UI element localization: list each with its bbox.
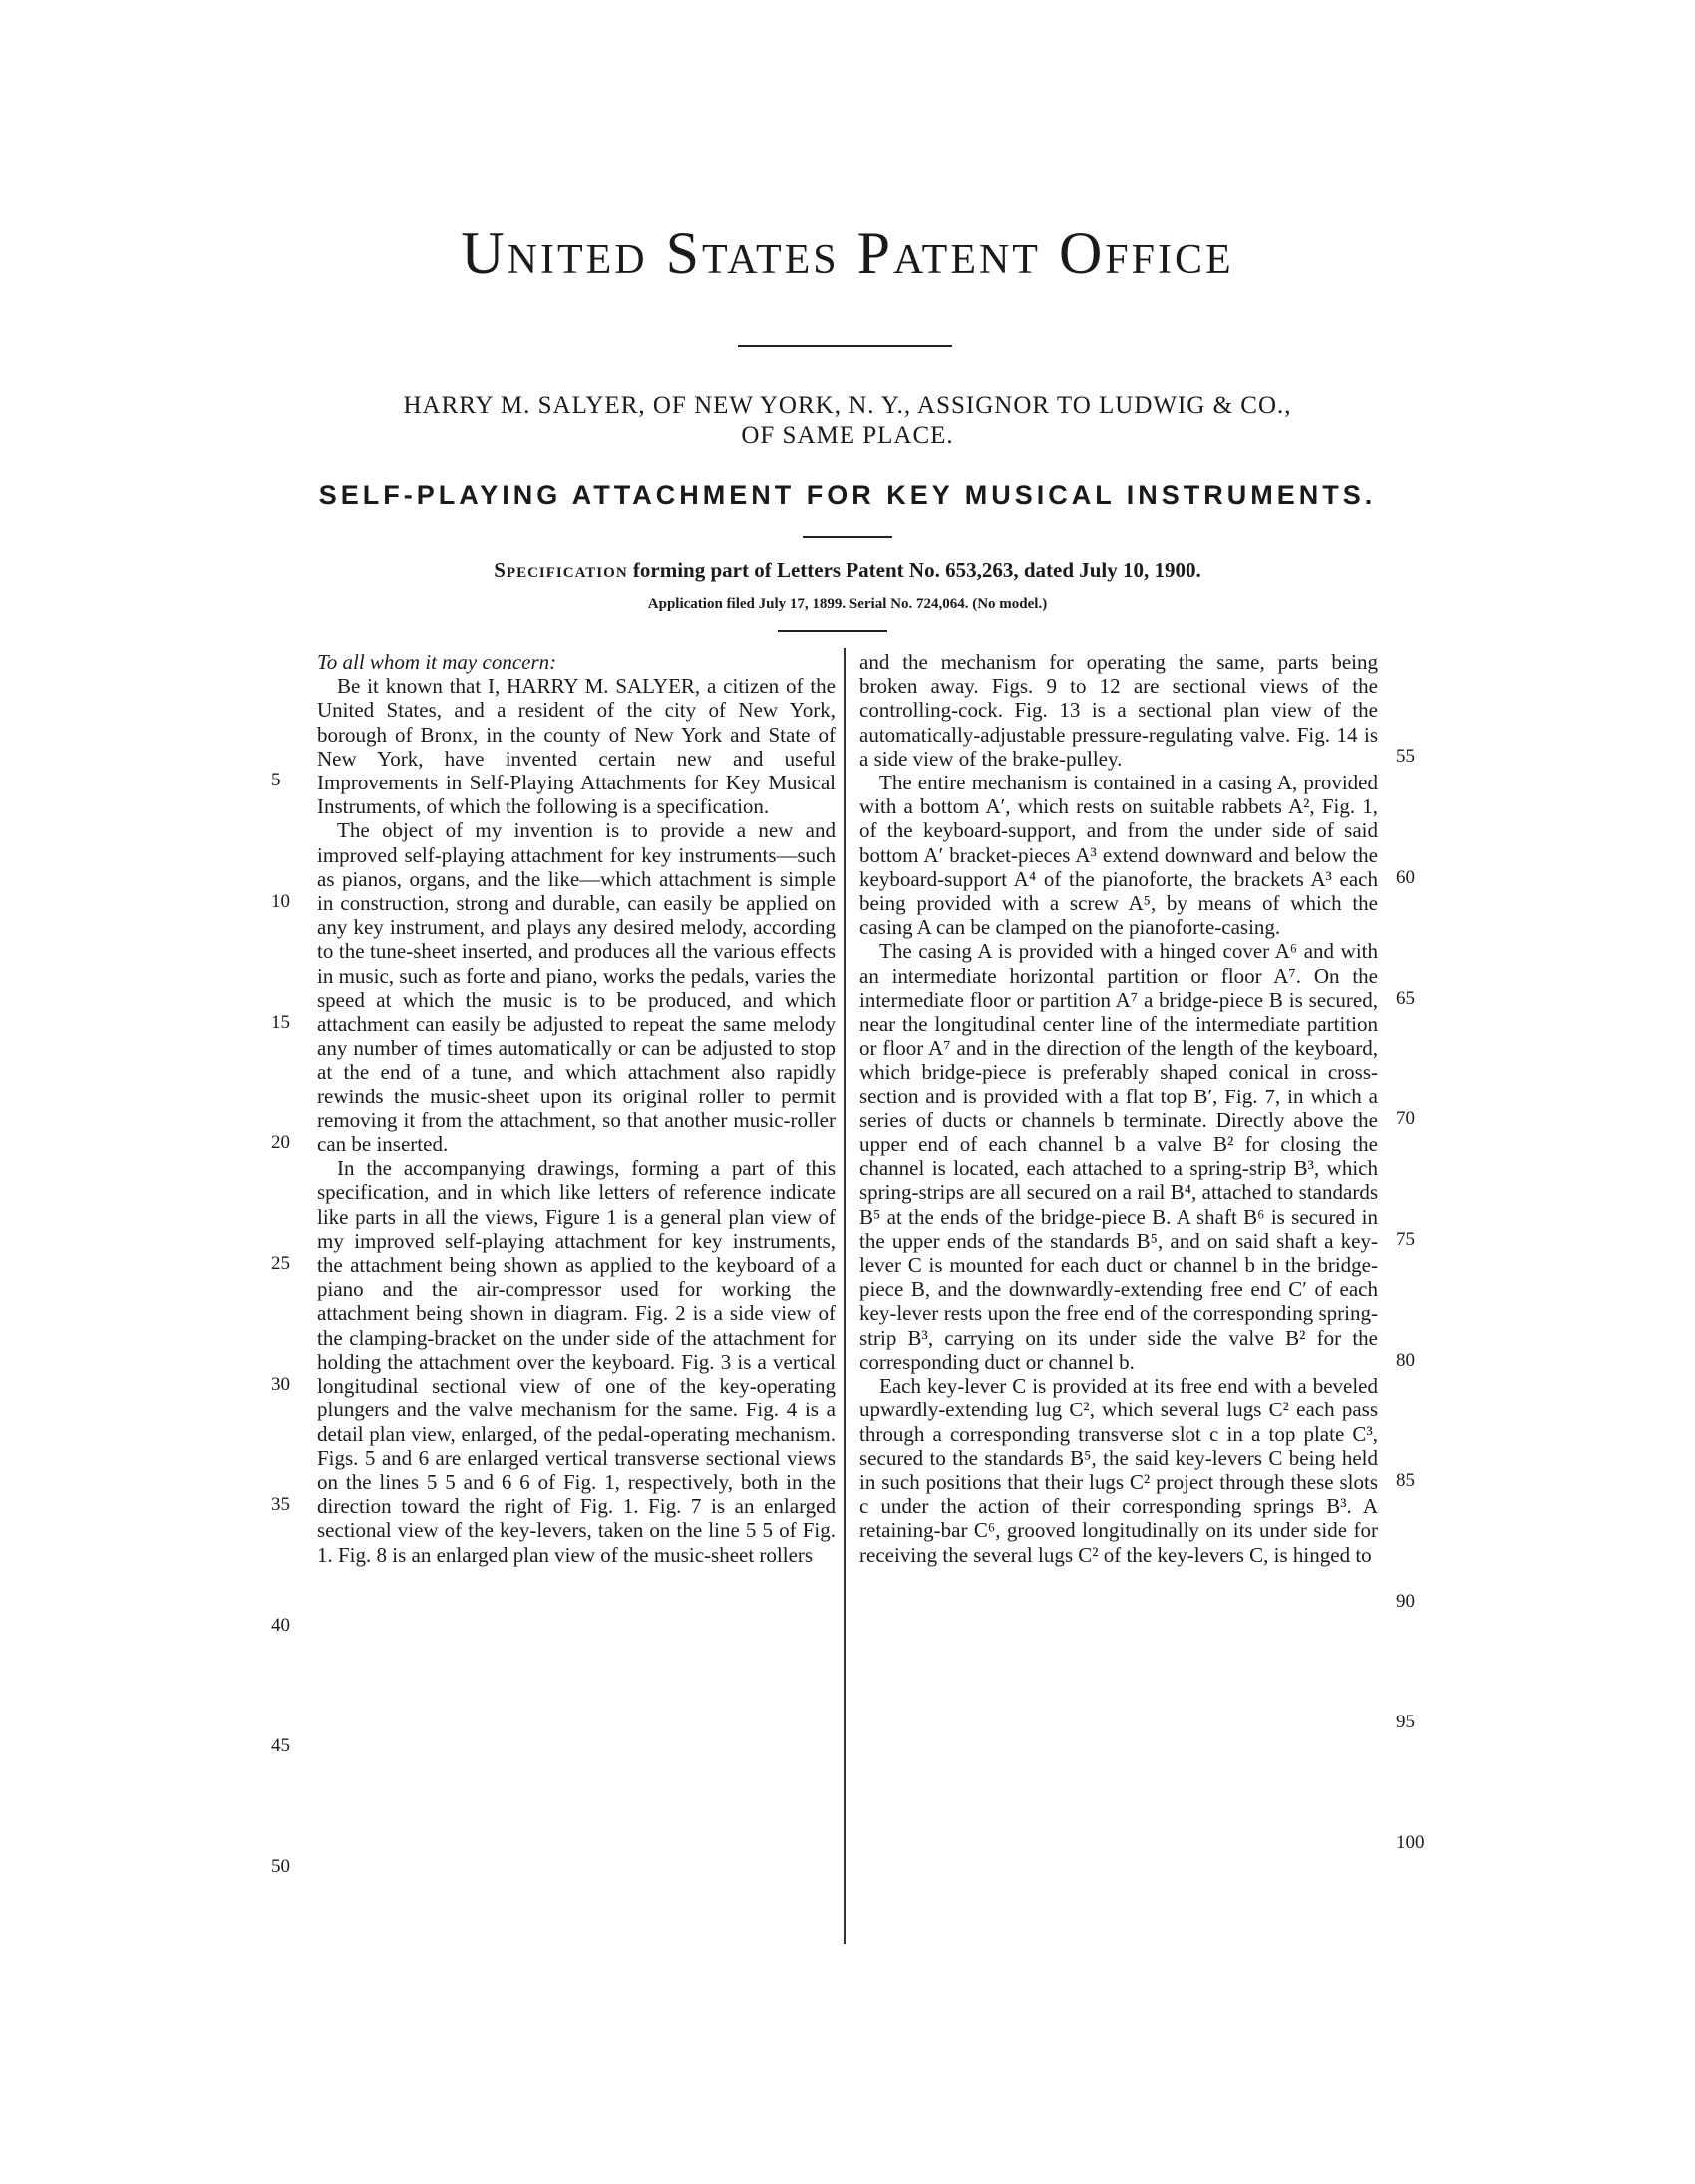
line-number: 75 bbox=[1396, 1229, 1415, 1250]
paragraph: The entire mechanism is contained in a casing A, provided with a bottom A′, which rests on suitable rabbets A², Fig. 1, of the keyboard-support, and from the under side of said bottom A′ bracket-pieces A³ extend downward and below the keyboard-support A⁴ of the pianoforte, the brackets A³ each being provided with a screw A⁵, by means of which the casing A can be clamped on the pianoforte-casing. bbox=[859, 771, 1378, 940]
line-number: 35 bbox=[271, 1494, 290, 1515]
line-number: 85 bbox=[1396, 1470, 1415, 1491]
line-number: 45 bbox=[271, 1735, 290, 1756]
specification-line bbox=[0, 558, 1695, 583]
line-number: 80 bbox=[1396, 1350, 1415, 1371]
title-divider bbox=[738, 345, 952, 347]
line-number: 90 bbox=[1396, 1591, 1415, 1612]
invention-title: SELF-PLAYING ATTACHMENT FOR KEY MUSICAL INSTRUMENTS. bbox=[318, 480, 1377, 510]
paragraph: The object of my invention is to provide a new and improved self-playing attachment for key instruments—such as pianos, organs, and the like—which attachment is simple in construction, strong and durable, can easily be applied on any key instrument, and plays any desired melody, according to the tune-sheet inserted, and produces all the various effects in music, such as forte and piano, works the pedals, varies the speed at which the music is to be produced, and which attachment can easily be adjusted to repeat the same melody any number of times automatically or can be adjusted to stop at the end of a tune, and which attachment also rapidly rewinds the music-sheet upon its original roller to permit removing it from the attachment, so that another music-roller can be inserted. bbox=[317, 818, 836, 1157]
line-number: 65 bbox=[1396, 988, 1415, 1009]
paragraph: Each key-lever C is provided at its free end with a beveled upwardly-extending lug C², which several lugs C² each pass through a corresponding transverse slot c in a top plate C³, secured to the standards B⁵, the said key-levers C being held in such positions that their lugs C² project through these slots c under the action of their corresponding springs B³. A retaining-bar C⁶, grooved longitudinally on its under side for receiving the several lugs C² of the key-levers C, is hinged to bbox=[859, 1374, 1378, 1567]
line-number: 10 bbox=[271, 891, 290, 912]
inventor-block bbox=[0, 391, 1695, 451]
inventor-line: HARRY M. SALYER, OF NEW YORK, N. Y., ASSIGNOR TO LUDWIG & CO., bbox=[403, 392, 1292, 419]
salutation: To all whom it may concern: bbox=[317, 650, 557, 674]
office-title: United States Patent Office bbox=[461, 220, 1234, 286]
line-number: 15 bbox=[271, 1012, 290, 1033]
line-number: 30 bbox=[271, 1374, 290, 1395]
right-text-column bbox=[859, 650, 1378, 1567]
line-number: 25 bbox=[271, 1253, 290, 1274]
application-line: Application filed July 17, 1899. Serial No. 724,064. (No model.) bbox=[647, 596, 1048, 612]
paragraph: In the accompanying drawings, forming a part of this specification, and in which like letters of reference indicate like parts in all the views, Figure 1 is a general plan view of my improved self-playing attachment for key instruments, the attachment being shown as applied to the keyboard of a piano and the air-compressor used for working the attachment being shown in diagram. Fig. 2 is a side view of the clamping-bracket on the under side of the attachment for holding the attachment over the keyboard. Fig. 3 is a vertical longitudinal sectional view of one of the key-operating plungers and the valve mechanism for the same. Fig. 4 is a detail plan view, enlarged, of the pedal-operating mechanism. Figs. 5 and 6 are enlarged vertical transverse sectional views on the lines 5 5 and 6 6 of Fig. 1, respectively, both in the direction toward the right of Fig. 1. Fig. 7 is an enlarged sectional view of the key-levers, taken on the line 5 5 of Fig. 1. Fig. 8 is an enlarged plan view of the music-sheet rollers bbox=[317, 1156, 836, 1567]
inventor-line-place: OF SAME PLACE. bbox=[741, 422, 954, 449]
line-number: 95 bbox=[1396, 1712, 1415, 1732]
column-divider bbox=[844, 648, 846, 1944]
line-number: 60 bbox=[1396, 867, 1415, 888]
line-number: 5 bbox=[271, 770, 281, 790]
line-number: 50 bbox=[271, 1856, 290, 1877]
paragraph: The casing A is provided with a hinged cover A⁶ and with an intermediate horizontal partition or floor A⁷. On the intermediate floor or partition A⁷ a bridge-piece B is secured, near the longitudinal center line of the intermediate partition or floor A⁷ and in the direction of the length of the keyboard, which bridge-piece is preferably shaped conical in cross-section and is provided with a flat top B′, Fig. 7, in which a series of ducts or channels b terminate. Directly above the upper end of each channel b a valve B² for closing the channel is located, each attached to a spring-strip B³, which spring-strips are all secured on a rail B⁴, attached to standards B⁵ at the ends of the bridge-piece B. A shaft B⁶ is secured in the upper ends of the standards B⁵, and on said shaft a key-lever C is mounted for each duct or channel b in the bridge-piece B, and the downwardly-extending free end C′ of each key-lever rests upon the free end of the corresponding spring-strip B³, carrying on its under side the valve B² for the corresponding duct or channel b. bbox=[859, 939, 1378, 1374]
line-number: 70 bbox=[1396, 1108, 1415, 1129]
line-number: 40 bbox=[271, 1615, 290, 1636]
invention-divider bbox=[803, 536, 892, 538]
specification-details: forming part of Letters Patent No. 653,263, dated July 10, 1900. bbox=[632, 558, 1201, 582]
line-number: 100 bbox=[1396, 1832, 1425, 1853]
paragraph: and the mechanism for operating the same, parts being broken away. Figs. 9 to 12 are sectional views of the controlling-cock. Fig. 13 is a sectional plan view of the automatically-adjustable pressure-regulating valve. Fig. 14 is a side view of the brake-pulley. bbox=[859, 650, 1378, 771]
line-number: 55 bbox=[1396, 746, 1415, 767]
left-text-column bbox=[317, 650, 836, 1567]
application-divider bbox=[778, 630, 887, 632]
paragraph: Be it known that I, HARRY M. SALYER, a citizen of the United States, and a resident of the city of New York, borough of Bronx, in the county of New York and State of New York, have invented certain new and useful Improvements in Self-Playing Attachments for Key Musical Instruments, of which the following is a specification. bbox=[317, 674, 836, 819]
line-number: 20 bbox=[271, 1132, 290, 1153]
specification-lead: Specification bbox=[494, 558, 628, 582]
